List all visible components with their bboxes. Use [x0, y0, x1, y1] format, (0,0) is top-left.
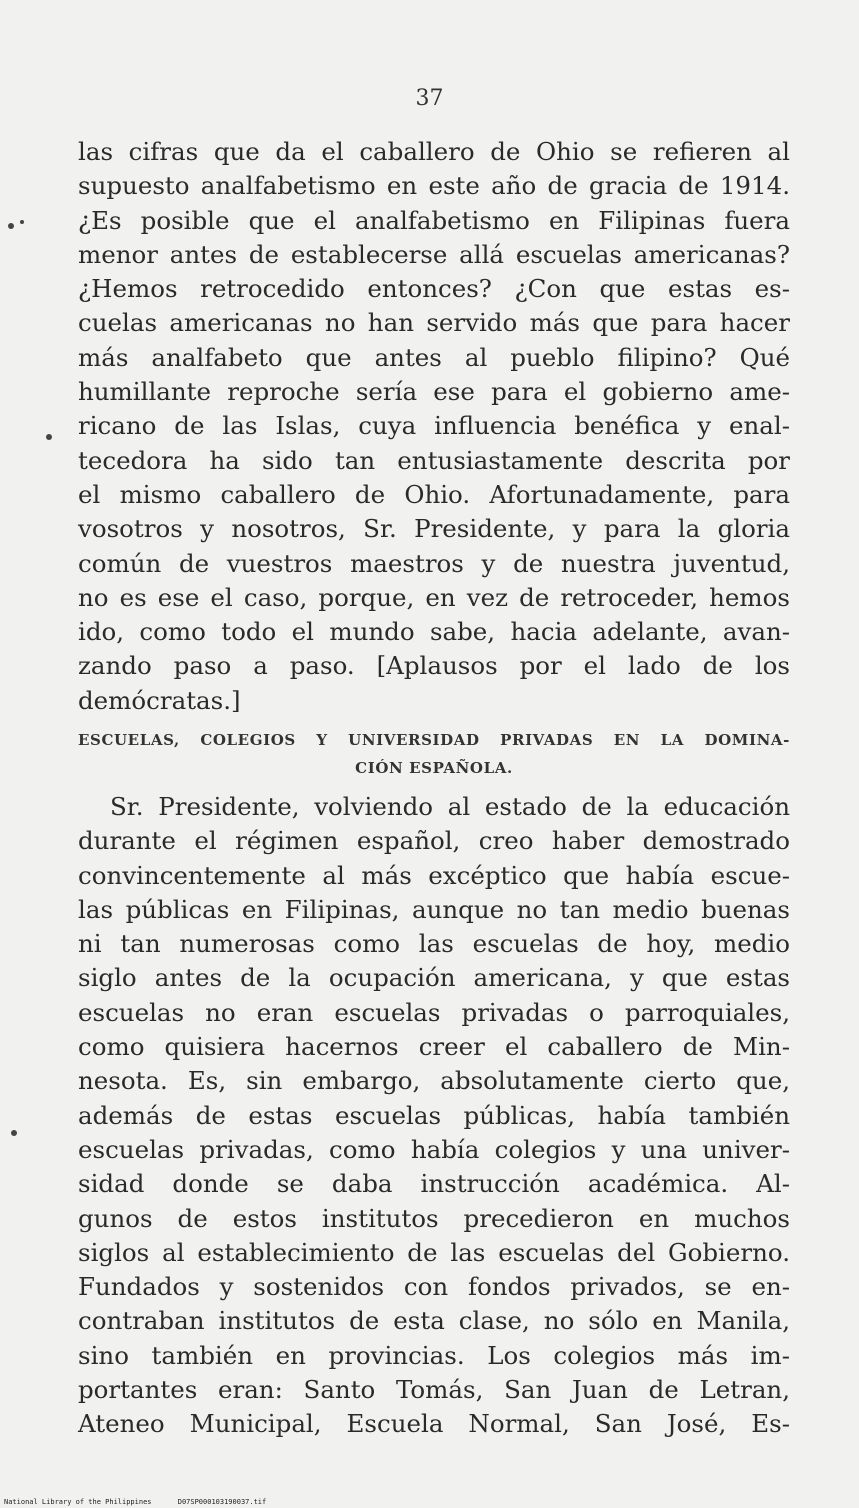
text-line: humillante reproche sería ese para el gobierno ame-	[78, 377, 790, 407]
text-line: nesota. Es, sin embargo, absolutamente cierto que,	[78, 1066, 790, 1096]
text-line: las cifras que da el caballero de Ohio se refieren al	[78, 137, 790, 166]
paragraph-2	[78, 790, 790, 1442]
text-line: durante el régimen español, creo haber demostrado	[78, 826, 790, 856]
text-line: ido, como todo el mundo sabe, hacia adelante, avan-	[78, 617, 790, 647]
text-line: ¿Hemos retrocedido entonces? ¿Con que estas es-	[78, 274, 790, 304]
text-line: el mismo caballero de Ohio. Afortunadamente, para	[78, 479, 790, 509]
text-line: menor antes de establecerse allá escuelas americanas?	[78, 239, 790, 269]
text-line: tecedora ha sido tan entusiastamente descrita por	[78, 445, 790, 475]
text-line: vosotros y nosotros, Sr. Presidente, y para la gloria	[78, 514, 790, 544]
section-heading-line-1: ESCUELAS, COLEGIOS Y UNIVERSIDAD PRIVADAS EN LA DOMINA-	[78, 731, 790, 749]
text-line: siglo antes de la ocupación americana, y que estas	[78, 963, 790, 993]
text-line: portantes eran: Santo Tomás, San Juan de Letran,	[78, 1375, 790, 1405]
text-line: supuesto analfabetismo en este año de gracia de 1914.	[78, 171, 790, 201]
margin-mark-dot	[46, 434, 52, 440]
paragraph-1	[78, 135, 790, 718]
text-line: ¿Es posible que el analfabetismo en Filipinas fuera	[78, 205, 790, 235]
text-line: ricano de las Islas, cuya influencia benéfica y enal-	[78, 411, 790, 441]
scan-footer	[4, 1498, 288, 1506]
text-line: como quisiera hacernos creer el caballero de Min-	[78, 1032, 790, 1062]
footer-library: National Library of the Philippines	[4, 1498, 152, 1506]
text-line: Ateneo Municipal, Escuela Normal, San José, Es-	[78, 1409, 790, 1439]
text-line: sidad donde se daba instrucción académica. Al-	[78, 1169, 790, 1199]
page-number: 37	[415, 86, 444, 111]
text-line: además de estas escuelas públicas, había también	[78, 1100, 790, 1130]
text-line: gunos de estos institutos precedieron en muchos	[78, 1203, 790, 1233]
text-line: sino también en provincias. Los colegios más im-	[78, 1340, 790, 1370]
text-line: escuelas no eran escuelas privadas o parroquiales,	[78, 997, 790, 1027]
text-line: cuelas americanas no han servido más que para hacer	[78, 308, 790, 338]
text-line: no es ese el caso, porque, en vez de retroceder, hemos	[78, 582, 790, 612]
text-line: convincentemente al más excéptico que había escue-	[78, 860, 790, 890]
margin-mark-dot	[20, 220, 24, 224]
text-line: Sr. Presidente, volviendo al estado de la educación	[110, 792, 790, 821]
margin-mark-dot	[11, 1130, 17, 1136]
text-line: más analfabeto que antes al pueblo filipino? Qué	[78, 342, 790, 372]
text-line: Fundados y sostenidos con fondos privados, se en-	[78, 1272, 790, 1302]
text-line: escuelas privadas, como había colegios y una univer-	[78, 1134, 790, 1164]
text-line: las públicas en Filipinas, aunque no tan medio buenas	[78, 894, 790, 924]
text-line: ni tan numerosas como las escuelas de hoy, medio	[78, 929, 790, 959]
text-line: común de vuestros maestros y de nuestra juventud,	[78, 548, 790, 578]
text-line: siglos al establecimiento de las escuelas del Gobierno.	[78, 1237, 790, 1267]
margin-mark-dot	[8, 223, 14, 229]
text-line: zando paso a paso. [Aplausos por el lado de los	[78, 651, 790, 681]
text-line: contraban institutos de esta clase, no sólo en Manila,	[78, 1306, 790, 1336]
footer-file-id: D07SP000103190037.tif	[177, 1498, 267, 1506]
section-heading	[78, 726, 790, 782]
section-heading-line-2: CIÓN ESPAÑOLA.	[355, 759, 513, 777]
text-line: demócratas.]	[78, 685, 241, 715]
